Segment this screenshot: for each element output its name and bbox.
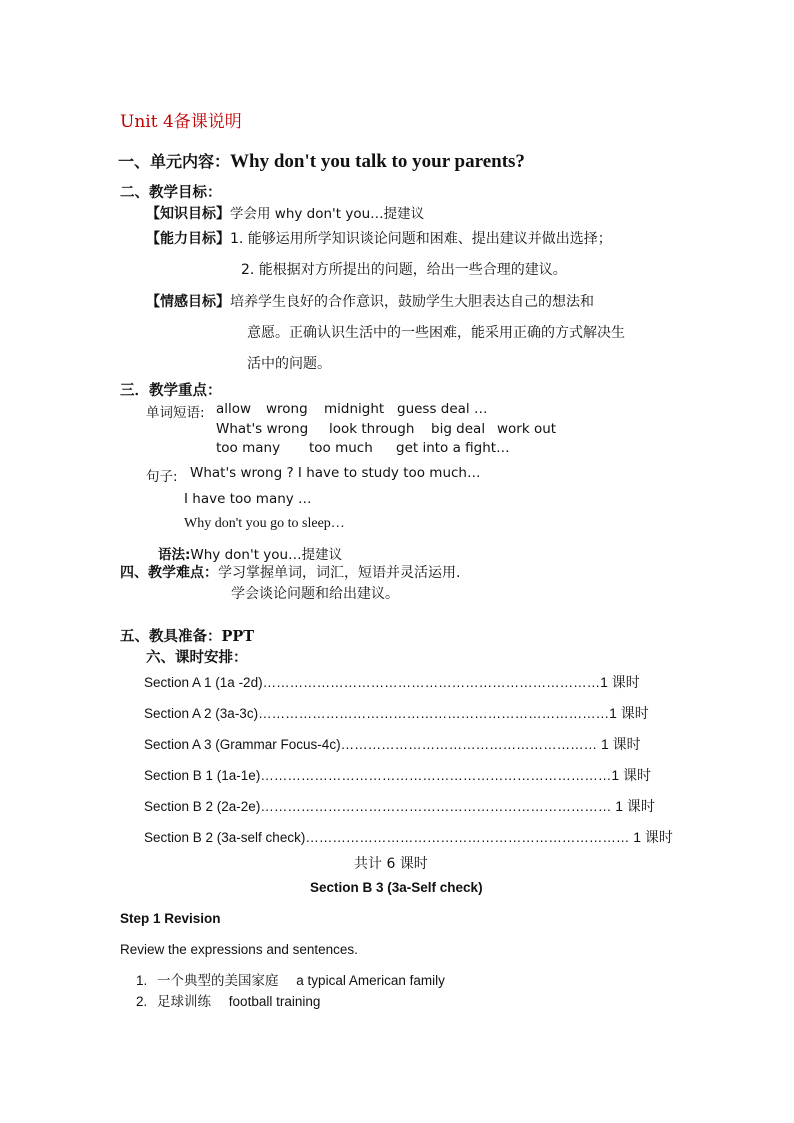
schedule-dots: …………………………………………………………………… <box>260 768 612 783</box>
schedule-dots: …………………………………………………………………… <box>260 799 612 814</box>
section-keypoints-label: 三．教学重点： <box>120 383 222 399</box>
step1-intro: Review the expressions and sentences. <box>120 942 358 957</box>
list-item-en: a typical American family <box>296 973 445 988</box>
grammar-point <box>158 543 342 563</box>
vocab-item: big deal <box>431 421 486 437</box>
lesson-title: Section B 3 (3a-Self check) <box>310 880 483 895</box>
vocab-item: work out <box>497 421 557 437</box>
knowledge-objective <box>146 202 424 223</box>
list-item <box>136 969 445 989</box>
emotion-objective <box>146 291 594 311</box>
ability-label: 【能力目标】 <box>146 231 230 247</box>
schedule-value: 1 课时 <box>597 736 641 752</box>
schedule-row <box>144 703 649 723</box>
schedule-value: 1 课时 <box>600 674 640 690</box>
schedule-value: 1 课时 <box>609 705 649 721</box>
section-materials-label: 五、教具准备： <box>120 629 222 645</box>
section-materials <box>120 625 254 646</box>
vocab-item: allow <box>216 401 252 417</box>
list-item-cn: 一个典型的美国家庭 <box>157 973 279 988</box>
grammar-text: Why don't you…提建议 <box>190 547 343 563</box>
step1-title: Step 1 Revision <box>120 911 221 926</box>
schedule-dots: ………………………………………………… <box>340 737 598 752</box>
ability-item-1: 1. 能够运用所学知识谈论问题和困难、提出建议并做出选择； <box>230 231 612 247</box>
section-schedule-label: 六、课时安排： <box>146 650 248 666</box>
emotion-label: 【情感目标】 <box>146 294 230 310</box>
ability-objective <box>146 228 612 248</box>
list-item-en: football training <box>228 994 321 1009</box>
schedule-dots: …………………………………………………………………… <box>258 706 610 721</box>
schedule-row <box>144 827 673 847</box>
section-difficulty <box>120 562 460 582</box>
list-item-number: 1. <box>136 973 148 988</box>
schedule-dots: ……………………………………………………………… <box>305 830 630 845</box>
schedule-name: Section B 2 (2a-2e) <box>144 799 261 814</box>
schedule-value: 1 课时 <box>629 829 673 845</box>
schedule-name: Section A 2 (3a-3c) <box>144 706 259 721</box>
sentence-2: I have too many … <box>184 491 312 507</box>
emotion-line-2: 意愿。正确认识生活中的一些困难，能采用正确的方式解决生 <box>247 325 625 341</box>
schedule-total: 共计 6 课时 <box>354 856 428 872</box>
vocab-item: What's wrong <box>216 421 309 437</box>
emotion-line-1: 培养学生良好的合作意识，鼓励学生大胆表达自己的想法和 <box>230 294 594 310</box>
schedule-name: Section B 2 (3a-self check) <box>144 830 306 845</box>
section-difficulty-label: 四、教学难点： <box>120 565 218 581</box>
schedule-name: Section A 1 (1a -2d) <box>144 675 263 690</box>
section-materials-text: PPT <box>221 628 255 645</box>
sentence-1: What's wrong ? I have to study too much… <box>190 465 481 481</box>
knowledge-text: 学会用 why don't you…提建议 <box>230 206 425 222</box>
section-content-label: 一、单元内容： <box>118 152 231 171</box>
schedule-name: Section B 1 (1a-1e) <box>144 768 261 783</box>
schedule-value: 1 课时 <box>611 767 651 783</box>
vocab-item: midnight <box>324 401 385 417</box>
vocab-item: get into a fight… <box>396 440 510 456</box>
difficulty-line-1: 学习掌握单词，词汇，短语并灵活运用. <box>218 565 461 581</box>
grammar-label: 语法: <box>158 547 191 563</box>
vocab-item: look through <box>329 421 415 437</box>
schedule-name: Section A 3 (Grammar Focus-4c) <box>144 737 341 752</box>
section-objectives-label: 二、教学目标： <box>120 185 222 201</box>
vocab-item: too many <box>216 440 281 456</box>
difficulty-line-2: 学会谈论问题和给出建议。 <box>231 586 399 602</box>
emotion-line-3: 活中的问题。 <box>247 356 331 372</box>
schedule-row <box>144 796 655 816</box>
schedule-value: 1 课时 <box>611 798 655 814</box>
ability-item-2: 2. 能根据对方所提出的问题，给出一些合理的建议。 <box>241 262 567 278</box>
vocab-item: too much <box>309 440 373 456</box>
schedule-row <box>144 734 641 754</box>
section-content <box>118 149 525 173</box>
knowledge-label: 【知识目标】 <box>146 206 230 222</box>
unit-title: Unit 4备课说明 <box>120 112 242 132</box>
vocab-label: 单词短语: <box>146 405 205 421</box>
schedule-row <box>144 765 651 785</box>
vocab-item: guess deal … <box>397 401 488 417</box>
schedule-row <box>144 672 640 692</box>
vocab-item: wrong <box>266 401 308 417</box>
list-item <box>136 990 320 1010</box>
sentence-label: 句子: <box>146 469 178 485</box>
list-item-cn: 足球训练 <box>157 994 212 1009</box>
schedule-dots: ………………………………………………………………… <box>262 675 601 690</box>
sentence-3: Why don't you go to sleep… <box>184 516 345 531</box>
list-item-number: 2. <box>136 994 148 1009</box>
section-content-text: Why don't you talk to your parents? <box>230 151 525 172</box>
